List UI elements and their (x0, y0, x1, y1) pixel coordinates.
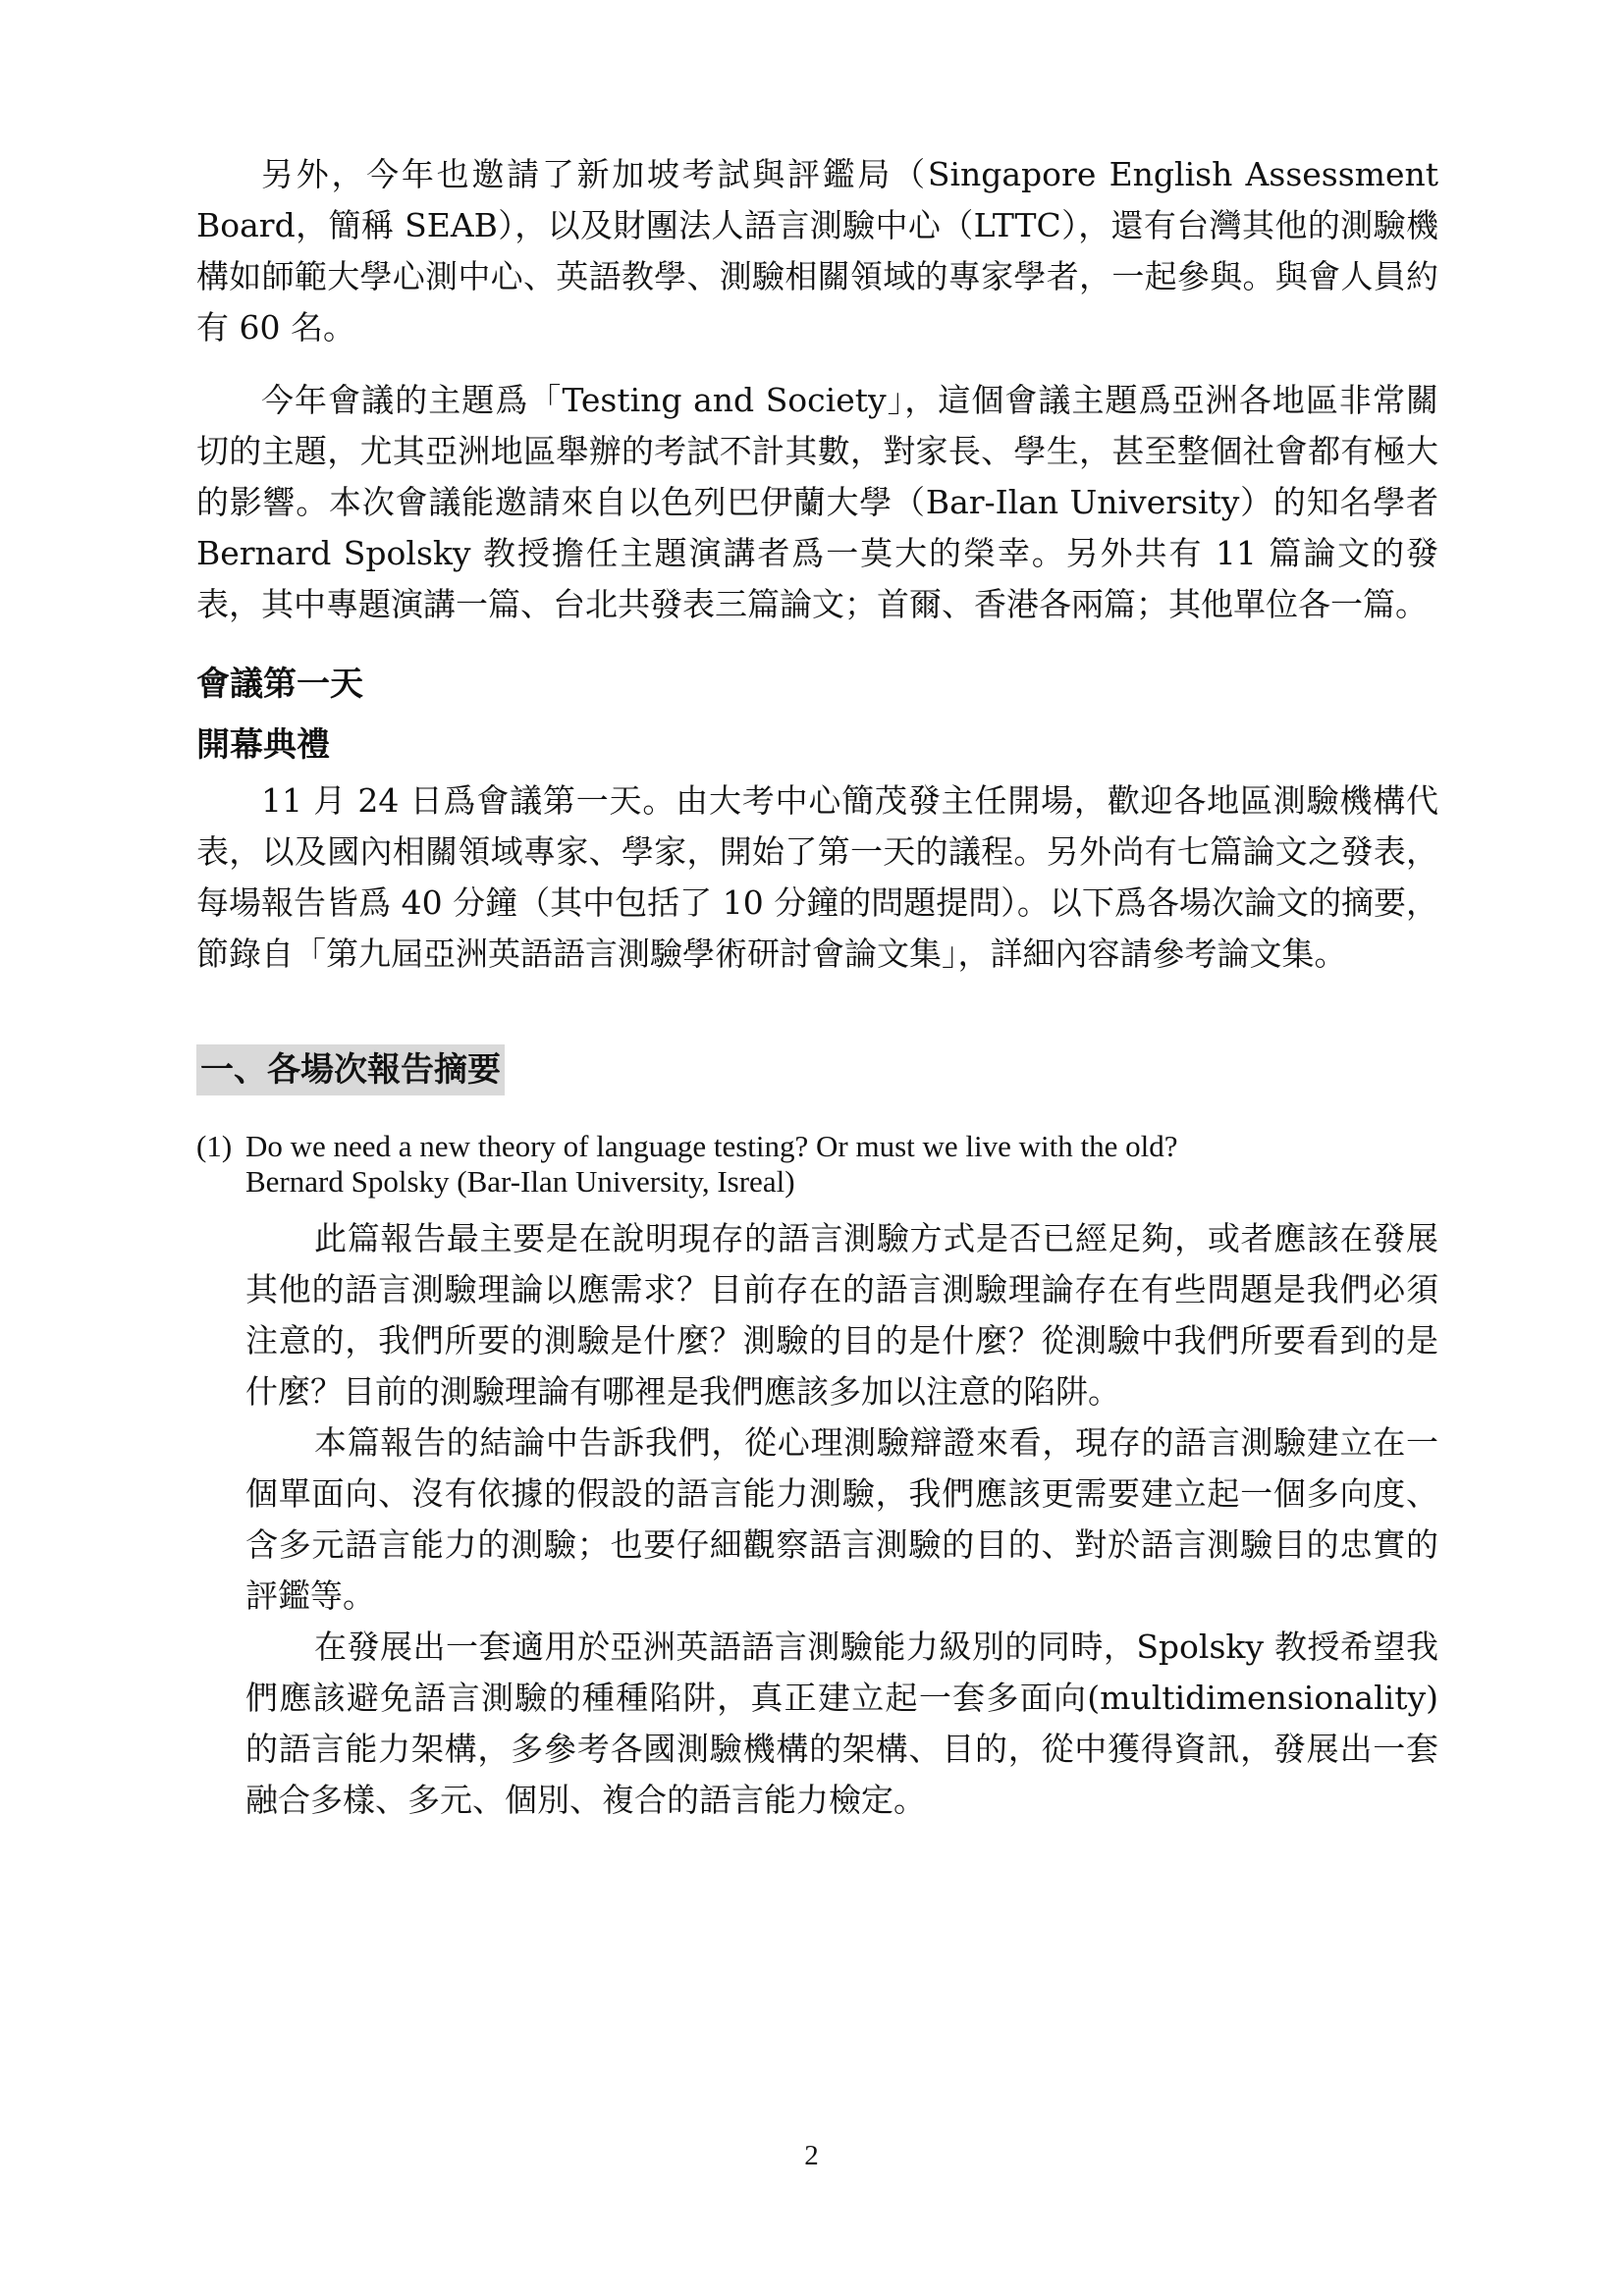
intro-paragraph-1: 另外，今年也邀請了新加坡考試與評鑑局（Singapore English Assessment Board，簡稱 SEAB），以及財團法人語言測驗中心（LTTC），還有台灣其他的測驗機構如師範大學心測中心、英語教學、測驗相關領域的專家學者，一起參與。與會人員約有 60 名。 (196, 155, 1438, 347)
report-paragraph-3: 在發展出一套適用於亞洲英語語言測驗能力級別的同時，Spolsky 教授希望我們應該避免語言測驗的種種陷阱，真正建立起一套多面向(multidimensionality) 的語言能力架構，多參考各國測驗機構的架構、目的，從中獲得資訊，發展出一套融合多樣、多元、個別、複合的語言能力檢定。 (245, 1628, 1438, 1819)
report-item-author: Bernard Spolsky (Bar-Ilan University, Isreal) (245, 1164, 795, 1199)
report-paragraph-1: 此篇報告最主要是在說明現存的語言測驗方式是否已經足夠，或者應該在發展其他的語言測驗理論以應需求？目前存在的語言測驗理論存在有些問題是我們必須注意的，我們所要的測驗是什麼？測驗的目的是什麼？從測驗中我們所要看到的是什麼？目前的測驗理論有哪裡是我們應該多加以注意的陷阱。 (245, 1219, 1438, 1411)
intro-paragraph-2: 今年會議的主題爲「Testing and Society」，這個會議主題爲亞洲各地區非常關切的主題，尤其亞洲地區舉辦的考試不計其數，對家長、學生，甚至整個社會都有極大的影響。本次會議能邀請來自以色列巴伊蘭大學（Bar-Ilan University）的知名學者 Bernard Spolsky 教授擔任主題演講者爲一莫大的榮幸。另外共有 11 篇論文的發表，其中專題演講一篇、台北共發表三篇論文；首爾、香港各兩篇；其他單位各一篇。 (196, 381, 1438, 623)
report-item-body (245, 1213, 1438, 1826)
day1-heading: 會議第一天 (196, 665, 363, 704)
opening-ceremony-heading: 開幕典禮 (196, 725, 330, 765)
report-item-header (196, 1129, 1438, 1200)
report-item-number: (1) (196, 1129, 233, 1163)
page-number: 2 (804, 2140, 819, 2171)
opening-ceremony-paragraph: 11 月 24 日爲會議第一天。由大考中心簡茂發主任開場，歡迎各地區測驗機構代表，以及國內相關領域專家、學家，開始了第一天的議程。另外尚有七篇論文之發表，每場報告皆爲 40 分鐘（其中包括了 10 分鐘的問題提問）。以下爲各場次論文的摘要，節錄自「第九屆亞洲英語語言測驗學術研討會論文集」，詳細內容請參考論文集。 (196, 781, 1438, 973)
report-item (196, 1129, 1438, 1826)
report-paragraph-2: 本篇報告的結論中告訴我們，從心理測驗辯證來看，現存的語言測驗建立在一個單面向、沒有依據的假設的語言能力測驗，我們應該更需要建立起一個多向度、含多元語言能力的測驗；也要仔細觀察語言測驗的目的、對於語言測驗目的忠實的評鑑等。 (245, 1423, 1438, 1615)
document-page (196, 149, 1438, 1826)
section-heading: 一、各場次報告摘要 (196, 1044, 505, 1095)
report-item-title: Do we need a new theory of language testing? Or must we live with the old? (245, 1129, 1178, 1163)
